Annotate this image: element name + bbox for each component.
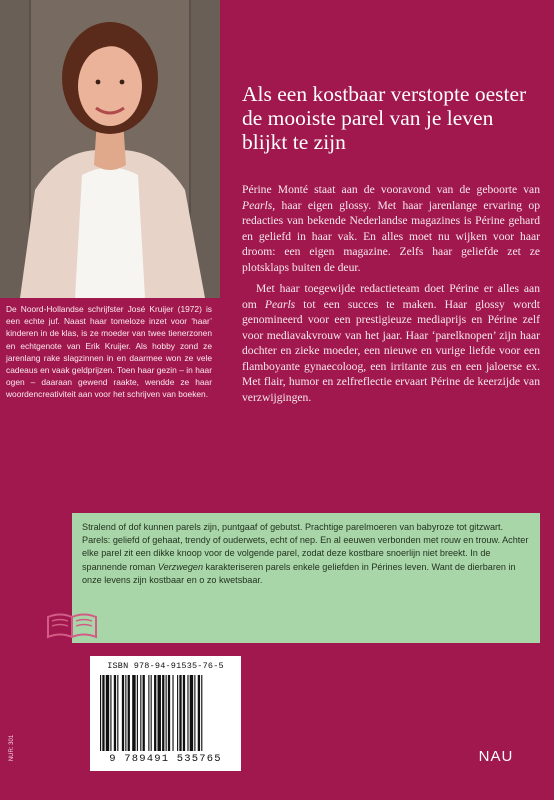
barcode-bar — [151, 675, 152, 751]
barcode-bar — [102, 675, 104, 751]
barcode-bar — [117, 675, 118, 751]
barcode-bar — [183, 675, 185, 751]
barcode-bar — [125, 675, 126, 751]
barcode-bar — [190, 675, 193, 751]
author-bio: De Noord-Hollandse schrijfster José Kruijer (1972) is een echte juf. Naast haar tomeloze inzet voor ‘haar’ kinderen in de klas, is ze moeder van twee tienerzonen en echtgenote van Erik Kruijer. Als hobby zond ze jarenlang rake slagzinnen in en daarmee won ze vele cadeaus en vaak geldprijzen. Toen haar gezin – in haar ogen – daaraan gewend raakte, wendde ze haar woordencreativiteit aan voor het schrijven van boeken. — [6, 304, 212, 400]
open-book-icon — [44, 611, 100, 641]
publisher-logo-icon — [474, 744, 518, 766]
barcode-bar — [148, 675, 149, 751]
isbn-label: ISBN 978-94-91535-76-5 — [107, 661, 224, 671]
barcode-bar — [187, 675, 188, 751]
back-cover-text — [242, 182, 540, 405]
blurb-box: Stralend of dof kunnen parels zijn, puntgaaf of gebutst. Prachtige parelmoeren van babyroze tot gitzwart. Parels: geliefd of gehaat, trendy of ouderwets, echt of nep. En al eeuwen verbonden met rouw en trouw. Achter elke parel zit een dikke knoop voor de volgende parel, zodat deze kostbare snoerlijn niet breekt. In de spannende roman Verzwegen karakteriseren parels enkele geliefden in Pérines leven. Want de dierbaren in onze levens zijn kostbaar en o zo kwetsbaar. — [72, 513, 540, 643]
paragraph-2: Met haar toegewijde redactieteam doet Périne er alles aan om Pearls tot een succes te maken. Haar glossy wordt genomineerd voor een prestigieuze mediaprijs en Périne zelf voor mediavakvrouw van het jaar. Haar ‘parelknopen’ zijn haar dochter en zieke moeder, een nieuwe en vurige liefde voor een flamboyante gynaecoloog, een irritante zus en een jaloerse ex. Met flair, humor en zelfreflectie ervaart Périne de keerzijde van verzwijgingen. — [242, 282, 540, 404]
headline: Als een kostbaar verstopte oester de mooiste parel van je leven blijkt te zijn — [242, 82, 527, 154]
author-photo — [0, 0, 220, 298]
barcode-bar — [166, 675, 167, 751]
barcode-bar — [128, 675, 130, 751]
barcode-bar — [154, 675, 156, 751]
barcode-bar — [132, 675, 135, 751]
barcode-bar — [143, 675, 145, 751]
ean-digits: 9 789491 535765 — [109, 753, 222, 765]
barcode-bar — [114, 675, 116, 751]
barcode-bar — [158, 675, 161, 751]
barcode-bar — [168, 675, 170, 751]
barcode-bar — [162, 675, 164, 751]
barcode-bar — [100, 675, 101, 751]
barcode-bar — [172, 675, 173, 751]
publisher-name: NAU — [478, 748, 514, 765]
barcode-bar — [110, 675, 111, 751]
barcode-bar — [201, 675, 202, 751]
barcode-bar — [179, 675, 181, 751]
barcode-bar — [122, 675, 124, 751]
barcode-bar — [137, 675, 138, 751]
barcode-bar — [198, 675, 200, 751]
barcode-bars — [100, 675, 232, 751]
barcode-bar — [194, 675, 195, 751]
barcode — [90, 656, 241, 771]
paragraph-1: Périne Monté staat aan de vooravond van de geboorte van Pearls, haar eigen glossy. Met haar jarenlange ervaring op redacties van bekende Nederlandse magazines is Périne gehard en geliefd in haar vak. En alles moet nu wijken voor haar droom: een eigen magazine. Zelfs haar geliefde zet ze plotsklaps buiten de deur. — [242, 183, 540, 274]
barcode-bar — [106, 675, 109, 751]
barcode-bar — [177, 675, 178, 751]
nur-code: NUR: 301 — [9, 734, 15, 762]
barcode-bar — [140, 675, 141, 751]
